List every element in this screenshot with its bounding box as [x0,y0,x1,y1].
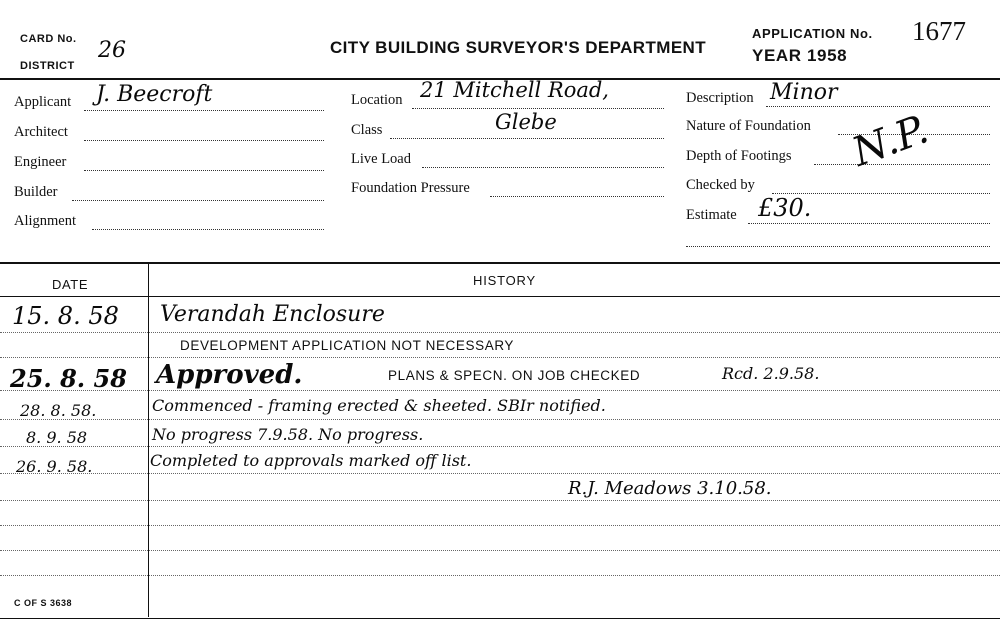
ruled-line [0,575,1000,576]
nature-depth-value: N.P. [846,106,935,176]
history-date: 26. 9. 58. [16,457,93,476]
live-load-line [422,167,664,168]
date-header: DATE [52,277,89,292]
history-date: 15. 8. 58 [12,302,119,330]
ruled-line [0,390,1000,391]
class-line [390,138,664,139]
extra-line [686,246,990,247]
application-label: APPLICATION No. [752,26,873,41]
history-text: No progress 7.9.58. No progress. [152,425,424,444]
builder-label: Builder [14,184,58,200]
ruled-line [0,473,1000,474]
bottom-border [0,618,1000,619]
history-date: 25. 8. 58 [10,364,127,393]
builder-line [72,200,324,201]
history-top-border [0,262,1000,264]
form-code: C OF S 3638 [14,598,73,608]
application-number: 1677 [912,16,966,46]
history-text: DEVELOPMENT APPLICATION NOT NECESSARY [180,338,515,353]
ruled-line [0,357,1000,358]
alignment-line [92,229,324,230]
foundation-pressure-label: Foundation Pressure [351,180,470,196]
history-header-border [0,296,1000,297]
engineer-label: Engineer [14,154,67,170]
foundation-pressure-line [490,196,664,197]
ruled-line [0,446,1000,447]
class-value: Glebe [495,110,557,134]
class-label: Class [351,122,383,138]
district-label: DISTRICT [20,60,75,72]
location-label: Location [351,92,403,108]
applicant-value: J. Beecroft [96,82,213,107]
alignment-label: Alignment [14,213,77,229]
year-label: YEAR 1958 [752,46,848,65]
description-value: Minor [770,80,838,105]
depth-of-footings-label: Depth of Footings [686,148,792,164]
live-load-label: Live Load [351,151,411,167]
nature-of-foundation-label: Nature of Foundation [686,118,811,134]
district-value: 26 [98,38,126,63]
history-text: Commenced - framing erected & sheeted. SBIr notified. [152,396,606,415]
ruled-line [0,419,1000,420]
history-header: HISTORY [473,273,536,288]
applicant-label: Applicant [14,94,72,110]
checked-by-label: Checked by [686,177,755,193]
ruled-line [0,550,1000,551]
ruled-line [0,525,1000,526]
history-typed-note: PLANS & SPECN. ON JOB CHECKED [388,368,641,383]
architect-label: Architect [14,124,68,140]
estimate-line [748,223,990,224]
description-label: Description [686,90,754,106]
engineer-line [84,170,324,171]
applicant-line [84,110,324,111]
history-text: Completed to approvals marked off list. [150,451,472,470]
architect-line [84,140,324,141]
history-date: 28. 8. 58. [20,401,97,420]
signature: R.J. Meadows 3.10.58. [568,478,772,499]
location-value: 21 Mitchell Road, [420,78,609,102]
description-line [766,106,990,107]
history-received-note: Rcd. 2.9.58. [722,364,820,383]
ruled-line [0,500,1000,501]
estimate-value: £30. [758,194,812,222]
card-no-label: CARD No. [20,33,77,45]
history-text: Verandah Enclosure [160,302,385,327]
location-line [412,108,664,109]
ruled-line [0,332,1000,333]
department-title: CITY BUILDING SURVEYOR'S DEPARTMENT [330,38,707,57]
estimate-label: Estimate [686,207,737,223]
depth-line [814,164,990,165]
history-date: 8. 9. 58 [26,428,88,447]
history-text: Approved. [156,360,303,390]
date-column-divider [148,263,149,617]
